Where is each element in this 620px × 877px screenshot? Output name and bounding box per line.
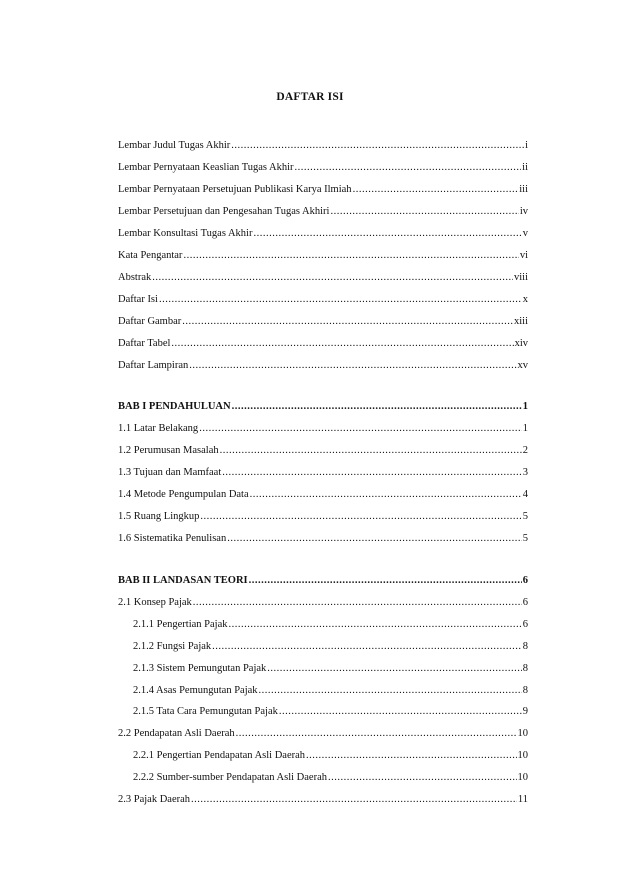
dot-leader	[250, 489, 522, 501]
toc-entry-label: Kata Pengantar	[118, 250, 183, 261]
toc-entry[interactable]	[118, 445, 528, 457]
toc-entry[interactable]	[118, 228, 528, 240]
toc-entry-page: 8	[522, 663, 528, 674]
toc-entry-label: Daftar Gambar	[118, 316, 182, 327]
dot-leader	[171, 338, 513, 350]
toc-subentry[interactable]	[133, 641, 528, 653]
toc-entry-page: xiv	[514, 338, 528, 349]
dot-leader	[330, 206, 518, 218]
toc-entry-page: 5	[522, 533, 528, 544]
toc-entry-page: 6	[522, 619, 528, 630]
toc-entry[interactable]	[118, 338, 528, 350]
toc-entry[interactable]	[118, 360, 528, 372]
toc-entry[interactable]	[118, 316, 528, 328]
dot-leader	[189, 360, 516, 372]
toc-entry[interactable]	[118, 294, 528, 306]
toc-entry-label: BAB I PENDAHULUAN	[118, 401, 231, 412]
toc-entry-page: vi	[519, 250, 528, 261]
toc-entry-label: Daftar Isi	[118, 294, 158, 305]
toc-entry-page: 9	[522, 706, 528, 717]
dot-leader	[222, 467, 522, 479]
toc-entry-label: BAB II LANDASAN TEORI	[118, 575, 248, 586]
toc-subentry[interactable]	[133, 750, 528, 762]
toc-entry-page: 10	[517, 728, 528, 739]
dot-leader	[259, 685, 522, 697]
dot-leader	[191, 794, 517, 806]
dot-leader	[249, 575, 522, 587]
toc-entry-label: Daftar Tabel	[118, 338, 171, 349]
toc-chapter[interactable]	[118, 575, 528, 587]
toc-entry-page: viii	[513, 272, 528, 283]
toc-entry[interactable]	[118, 597, 528, 609]
toc-entry-page: v	[522, 228, 528, 239]
toc-entry-page: iii	[519, 184, 528, 195]
toc-entry-label: Lembar Judul Tugas Akhir	[118, 140, 231, 151]
toc-entry-label: 2.2 Pendapatan Asli Daerah	[118, 728, 235, 739]
dot-leader	[232, 401, 522, 413]
dot-leader	[220, 445, 522, 457]
toc-entry-label: 1.2 Perumusan Masalah	[118, 445, 219, 456]
dot-leader	[212, 641, 522, 653]
toc-entry-page: 5	[522, 511, 528, 522]
dot-leader	[353, 184, 519, 196]
dot-leader	[228, 619, 521, 631]
dot-leader	[279, 706, 522, 718]
dot-leader	[152, 272, 513, 284]
toc-entry-label: Lembar Konsultasi Tugas Akhir	[118, 228, 253, 239]
toc-entry-page: 10	[517, 750, 528, 761]
toc-entry-label: Daftar Lampiran	[118, 360, 189, 371]
toc-entry-page: iv	[519, 206, 528, 217]
toc-entry-page: 10	[517, 772, 528, 783]
dot-leader	[267, 663, 521, 675]
toc-entry-label: Abstrak	[118, 272, 152, 283]
dot-leader	[183, 250, 518, 262]
toc-entry-page: 6	[522, 597, 528, 608]
toc-entry-label: 1.3 Tujuan dan Mamfaat	[118, 467, 222, 478]
toc-entry-label: 1.4 Metode Pengumpulan Data	[118, 489, 249, 500]
toc-entry-label: 2.1.3 Sistem Pemungutan Pajak	[133, 663, 267, 674]
toc-entry-label: 2.2.2 Sumber-sumber Pendapatan Asli Daerah	[133, 772, 327, 783]
toc-subentry[interactable]	[133, 619, 528, 631]
toc-entry-label: 2.2.1 Pengertian Pendapatan Asli Daerah	[133, 750, 306, 761]
dot-leader	[182, 316, 513, 328]
toc-subentry[interactable]	[133, 663, 528, 675]
dot-leader	[328, 772, 517, 784]
toc-entry-label: 2.1.4 Asas Pemungutan Pajak	[133, 685, 258, 696]
toc-subentry[interactable]	[133, 772, 528, 784]
toc-entry-page: xv	[517, 360, 528, 371]
toc-entry-page: 11	[517, 794, 528, 805]
toc-entry[interactable]	[118, 728, 528, 740]
toc-entry-page: 2	[522, 445, 528, 456]
toc-entry[interactable]	[118, 206, 528, 218]
toc-entry[interactable]	[118, 184, 528, 196]
toc-entry-page: 8	[522, 641, 528, 652]
dot-leader	[236, 728, 517, 740]
toc-entry-label: 2.1.2 Fungsi Pajak	[133, 641, 212, 652]
toc-chapter[interactable]	[118, 401, 528, 413]
toc-entry[interactable]	[118, 140, 528, 152]
toc-entry[interactable]	[118, 272, 528, 284]
toc-entry-label: 2.1.1 Pengertian Pajak	[133, 619, 228, 630]
toc-entry-label: 2.3 Pajak Daerah	[118, 794, 191, 805]
toc-entry-label: 1.1 Latar Belakang	[118, 423, 199, 434]
toc-entry[interactable]	[118, 794, 528, 806]
toc-subentry[interactable]	[133, 706, 528, 718]
dot-leader	[231, 140, 524, 152]
toc-entry-label: 1.5 Ruang Lingkup	[118, 511, 200, 522]
toc-entry[interactable]	[118, 511, 528, 523]
toc-entry[interactable]	[118, 162, 528, 174]
toc-entry[interactable]	[118, 489, 528, 501]
dot-leader	[200, 511, 521, 523]
toc-entry[interactable]	[118, 250, 528, 262]
toc-entry-label: 1.6 Sistematika Penulisan	[118, 533, 227, 544]
toc-entry-page: 3	[522, 467, 528, 478]
dot-leader	[306, 750, 516, 762]
toc-entry-page: 1	[522, 401, 528, 412]
toc-entry-page: ii	[522, 162, 528, 173]
toc-entry-label: 2.1.5 Tata Cara Pemungutan Pajak	[133, 706, 278, 717]
toc-entry[interactable]	[118, 467, 528, 479]
toc-entry-label: 2.1 Konsep Pajak	[118, 597, 192, 608]
toc-entry-page: 4	[522, 489, 528, 500]
toc-subentry[interactable]	[133, 685, 528, 697]
page-title: DAFTAR ISI	[276, 91, 344, 103]
toc-entry[interactable]	[118, 533, 528, 545]
dot-leader	[159, 294, 522, 306]
dot-leader	[295, 162, 522, 174]
toc-entry-page: 8	[522, 685, 528, 696]
dot-leader	[227, 533, 522, 545]
toc-entry-label: Lembar Pernyataan Persetujuan Publikasi Karya Ilmiah	[118, 184, 352, 195]
toc-entry-page: xiii	[513, 316, 528, 327]
dot-leader	[193, 597, 522, 609]
toc-entry-page: x	[522, 294, 528, 305]
toc-entry-label: Lembar Pernyataan Keaslian Tugas Akhir	[118, 162, 294, 173]
toc-entry-page: 1	[522, 423, 528, 434]
dot-leader	[253, 228, 521, 240]
dot-leader	[199, 423, 522, 435]
toc-entry-page: 6	[522, 575, 528, 586]
toc-entry[interactable]	[118, 423, 528, 435]
toc-entry-page: i	[525, 140, 528, 151]
toc-entry-label: Lembar Persetujuan dan Pengesahan Tugas Akhiri	[118, 206, 330, 217]
